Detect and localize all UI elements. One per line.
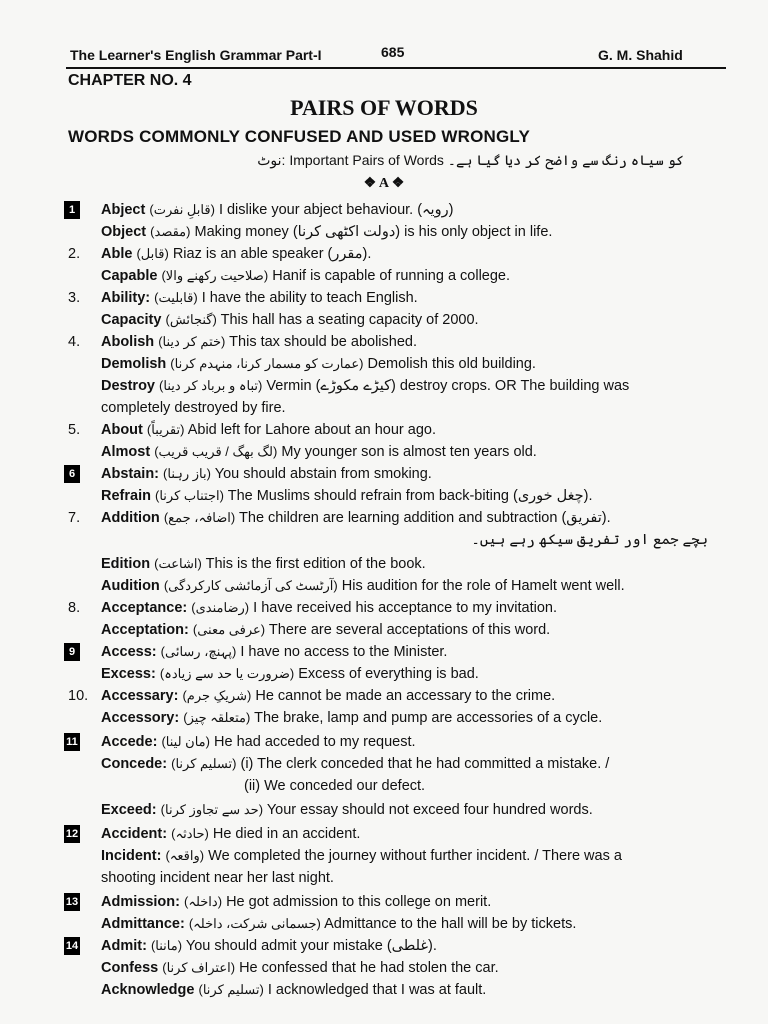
entry-line [0, 619, 768, 641]
entry-line [0, 891, 768, 913]
entry-line [0, 265, 768, 287]
entry-urdu-meaning: (واقعہ) [165, 848, 205, 863]
entry-urdu-meaning: (ماننا) [150, 938, 183, 953]
entry-urdu-meaning: (آرٹسٹ کی آزمائشی کارکردگی) [163, 578, 338, 593]
entry-content [101, 265, 732, 287]
entry-line [0, 485, 768, 507]
entry-term: Capacity [101, 312, 162, 328]
entry-sentence: Riaz is an able speaker (مقرر). [172, 246, 372, 262]
entry-term: Access: [101, 644, 157, 660]
entry-number: 5. [68, 422, 81, 438]
entry-content [244, 775, 732, 797]
entry-line [0, 463, 768, 485]
entry-line [0, 575, 768, 597]
entry-line [0, 913, 768, 935]
entry-sentence: He cannot be made an accessary to the crime. [255, 688, 556, 704]
entry-urdu-meaning: (اجتناب کرنا) [155, 488, 224, 503]
entry-line [0, 799, 768, 821]
entry-urdu-meaning: (عمارت کو مسمار کرنا، منہدم کرنا) [170, 356, 364, 371]
entry-sentence: I have the ability to teach English. [201, 290, 418, 306]
entry-sentence: shooting incident near her last night. [101, 870, 334, 886]
entry-sentence: Your essay should not exceed four hundred words. [266, 802, 593, 818]
entry-content [101, 375, 732, 397]
entry-urdu-meaning: (رضامندی) [191, 600, 250, 615]
entry-urdu-meaning: (گنجائش) [165, 312, 217, 327]
entry-content [101, 867, 732, 889]
entry-sentence: Excess of everything is bad. [298, 666, 479, 682]
entry-content [101, 575, 732, 597]
entry-term: Acceptance: [101, 600, 188, 616]
entry-sentence: You should admit your mistake (غلطی). [185, 938, 437, 954]
entry-content [101, 463, 732, 485]
entry-term: Acknowledge [101, 982, 195, 998]
entry-sentence: His audition for the role of Hamelt went well. [341, 578, 625, 594]
entry-term: Admittance: [101, 916, 185, 932]
note-line: نوٹ: Important Pairs of Words کو سیاہ رنگ سے واضح کر دیا گیا ہے۔ [257, 152, 684, 168]
entry-term: Exceed: [101, 802, 157, 818]
entry-term: Accident: [101, 826, 168, 842]
entry-sentence: I have no access to the Minister. [240, 644, 448, 660]
entry-urdu-meaning: (اعتراف کرنا) [162, 960, 236, 975]
entry-urdu-meaning: (حد سے تجاوز کرنا) [160, 802, 264, 817]
entry-urdu-meaning: (تقریباً) [146, 422, 185, 437]
entry-term: Capable [101, 268, 158, 284]
entry-line [0, 823, 768, 845]
entry-line [0, 775, 768, 797]
entry-number: 4. [68, 334, 81, 350]
entry-term: Audition [101, 578, 160, 594]
entry-content [101, 731, 732, 753]
entry-sentence: I acknowledged that I was at fault. [267, 982, 487, 998]
entry-line [0, 845, 768, 867]
entry-sentence: (ii) We conceded our defect. [244, 778, 426, 794]
entry-content [101, 891, 732, 913]
page-number: 685 [381, 44, 405, 60]
entry-number-badge: 12 [64, 825, 80, 843]
header-rule [66, 67, 726, 69]
entry-sentence: Hanif is capable of running a college. [272, 268, 511, 284]
entry-line [0, 243, 768, 265]
entry-urdu-meaning: (شریکِ جرم) [182, 688, 252, 703]
entry-content [101, 685, 732, 707]
entry-term: Accessory: [101, 710, 180, 726]
entry-line [0, 685, 768, 707]
entry-urdu-meaning: (تسلیم کرنا) [198, 982, 264, 997]
entry-content [101, 663, 732, 685]
entry-line [0, 353, 768, 375]
entry-line [0, 529, 768, 551]
entry-line [0, 507, 768, 529]
entry-content [101, 799, 732, 821]
entry-sentence: There are several acceptations of this word. [268, 622, 551, 638]
entry-number-badge: 6 [64, 465, 80, 483]
entry-number-badge: 9 [64, 643, 80, 661]
entry-number: 3. [68, 290, 81, 306]
entry-term: Almost [101, 444, 151, 460]
entry-urdu-meaning: (داخلہ) [183, 894, 223, 909]
entry-term: Excess: [101, 666, 156, 682]
entry-line [0, 221, 768, 243]
entry-sentence: completely destroyed by fire. [101, 400, 286, 416]
entry-sentence: He confessed that he had stolen the car. [239, 960, 499, 976]
entry-line [0, 707, 768, 729]
entry-sentence: He got admission to this college on merit. [226, 894, 492, 910]
entry-content [101, 485, 732, 507]
entry-sentence: My younger son is almost ten years old. [281, 444, 537, 460]
entry-content [101, 979, 732, 1001]
entry-line [0, 419, 768, 441]
entry-content [101, 529, 708, 551]
entry-urdu-meaning: (جسمانی شرکت، داخلہ) [188, 916, 321, 931]
entry-urdu-meaning: (عرفی معنی) [192, 622, 266, 637]
entry-urdu-meaning: (مقصد) [150, 224, 191, 239]
entry-line [0, 731, 768, 753]
entry-sentence: Making money (دولت اکٹھی کرنا) is his only object in life. [194, 224, 553, 240]
entry-term: Admission: [101, 894, 180, 910]
entry-content [101, 441, 732, 463]
author-name: G. M. Shahid [598, 47, 683, 63]
entry-line [0, 641, 768, 663]
entry-content [101, 619, 732, 641]
entry-urdu-meaning: (باز رہنا) [163, 466, 211, 481]
entry-line [0, 309, 768, 331]
entry-sentence: I dislike your abject behaviour. (رویہ) [218, 202, 454, 218]
entry-term: Admit: [101, 938, 147, 954]
entry-sentence: Abid left for Lahore about an hour ago. [187, 422, 436, 438]
section-letter: ❖ A ❖ [363, 176, 405, 191]
entry-number-badge: 14 [64, 937, 80, 955]
entry-sentence: The children are learning addition and subtraction (تفریق). [239, 510, 611, 526]
entry-term: Incident: [101, 848, 162, 864]
entry-sentence: He died in an accident. [212, 826, 361, 842]
entry-sentence: بچے جمع اور تفریق سیکھ رہے ہیں۔ [471, 532, 708, 548]
entry-line [0, 663, 768, 685]
page-title: PAIRS OF WORDS [290, 95, 478, 120]
entry-term: Ability: [101, 290, 151, 306]
entry-term: Accessary: [101, 688, 179, 704]
entry-line [0, 867, 768, 889]
entry-urdu-meaning: (لگ بھگ / قریب قریب) [154, 444, 278, 459]
entry-term: Confess [101, 960, 159, 976]
entry-content [101, 845, 732, 867]
entry-term: Abstain: [101, 466, 159, 482]
entry-number: 10. [68, 688, 89, 704]
chapter-heading: CHAPTER NO. 4 [68, 72, 192, 89]
entry-sentence: The brake, lamp and pump are accessories of a cycle. [254, 710, 603, 726]
entry-line [0, 553, 768, 575]
entry-line [0, 375, 768, 397]
entry-number: 7. [68, 510, 81, 526]
entry-sentence: This tax should be abolished. [229, 334, 417, 350]
entry-content [101, 935, 732, 957]
entry-content [101, 553, 732, 575]
entry-sentence: You should abstain from smoking. [214, 466, 432, 482]
entry-term: Abolish [101, 334, 155, 350]
entry-urdu-meaning: (ضرورت یا حد سے زیادہ) [159, 666, 295, 681]
entry-content [101, 957, 732, 979]
entry-urdu-meaning: (صلاحیت رکھنے والا) [161, 268, 269, 283]
entry-sentence: Demolish this old building. [367, 356, 536, 372]
entry-urdu-meaning: (اشاعت) [154, 556, 202, 571]
entry-urdu-meaning: (متعلقہ چیز) [183, 710, 251, 725]
entry-term: Refrain [101, 488, 151, 504]
page-subtitle: WORDS COMMONLY CONFUSED AND USED WRONGLY [68, 127, 530, 146]
entry-content [101, 823, 732, 845]
entry-urdu-meaning: (حادثہ) [171, 826, 209, 841]
entry-number-badge: 13 [64, 893, 80, 911]
entry-term: Destroy [101, 378, 155, 394]
entry-sentence: This hall has a seating capacity of 2000. [220, 312, 479, 328]
entry-line [0, 287, 768, 309]
entry-sentence: The Muslims should refrain from back-biting (چغل خوری). [227, 488, 593, 504]
entry-content [101, 199, 732, 221]
entry-sentence: Vermin (کیڑے مکوڑے) destroy crops. OR The building was [266, 378, 630, 394]
entry-urdu-meaning: (تباہ و برباد کر دینا) [159, 378, 263, 393]
entry-urdu-meaning: (پہنچ، رسائی) [160, 644, 237, 659]
entry-content [101, 707, 732, 729]
entry-number: 2. [68, 246, 81, 262]
entry-term: Able [101, 246, 133, 262]
entry-term: Accede: [101, 734, 158, 750]
entry-sentence: Admittance to the hall will be by tickets. [324, 916, 577, 932]
entry-number-badge: 1 [64, 201, 80, 219]
entry-sentence: We completed the journey without further incident. / There was a [208, 848, 622, 864]
entry-sentence: (i) The clerk conceded that he had committed a mistake. / [240, 756, 610, 772]
entry-number: 8. [68, 600, 81, 616]
entry-sentence: He had acceded to my request. [214, 734, 416, 750]
entry-line [0, 397, 768, 419]
entry-urdu-meaning: (ختم کر دینا) [158, 334, 226, 349]
entry-content [101, 597, 732, 619]
entry-line [0, 753, 768, 775]
entry-term: Edition [101, 556, 151, 572]
entry-content [101, 913, 732, 935]
entry-line [0, 935, 768, 957]
entry-term: Concede: [101, 756, 168, 772]
entry-line [0, 979, 768, 1001]
entry-urdu-meaning: (قابل) [136, 246, 169, 261]
entry-urdu-meaning: (تسلیم کرنا) [171, 756, 237, 771]
entry-term: Abject [101, 202, 146, 218]
entry-content [101, 641, 732, 663]
entry-content [101, 287, 732, 309]
entry-term: About [101, 422, 143, 438]
entry-urdu-meaning: (اضافہ، جمع) [163, 510, 236, 525]
entry-number-badge: 11 [64, 733, 80, 751]
entry-term: Addition [101, 510, 160, 526]
entry-line [0, 199, 768, 221]
entry-urdu-meaning: (مان لینا) [161, 734, 210, 749]
entry-content [101, 397, 732, 419]
entry-content [101, 507, 732, 529]
entry-line [0, 441, 768, 463]
entry-line [0, 331, 768, 353]
entry-sentence: This is the first edition of the book. [205, 556, 426, 572]
entry-line [0, 957, 768, 979]
entry-urdu-meaning: (قابلِ نفرت) [149, 202, 215, 217]
entry-urdu-meaning: (قابلیت) [154, 290, 198, 305]
entry-content [101, 419, 732, 441]
entry-term: Object [101, 224, 147, 240]
entry-content [101, 753, 732, 775]
entry-content [101, 353, 732, 375]
book-title: The Learner's English Grammar Part-I [70, 47, 322, 63]
entry-line [0, 597, 768, 619]
entry-content [101, 309, 732, 331]
entry-term: Demolish [101, 356, 167, 372]
entry-content [101, 243, 732, 265]
entry-content [101, 331, 732, 353]
entry-sentence: I have received his acceptance to my invitation. [253, 600, 558, 616]
entry-content [101, 221, 732, 243]
entry-term: Acceptation: [101, 622, 189, 638]
